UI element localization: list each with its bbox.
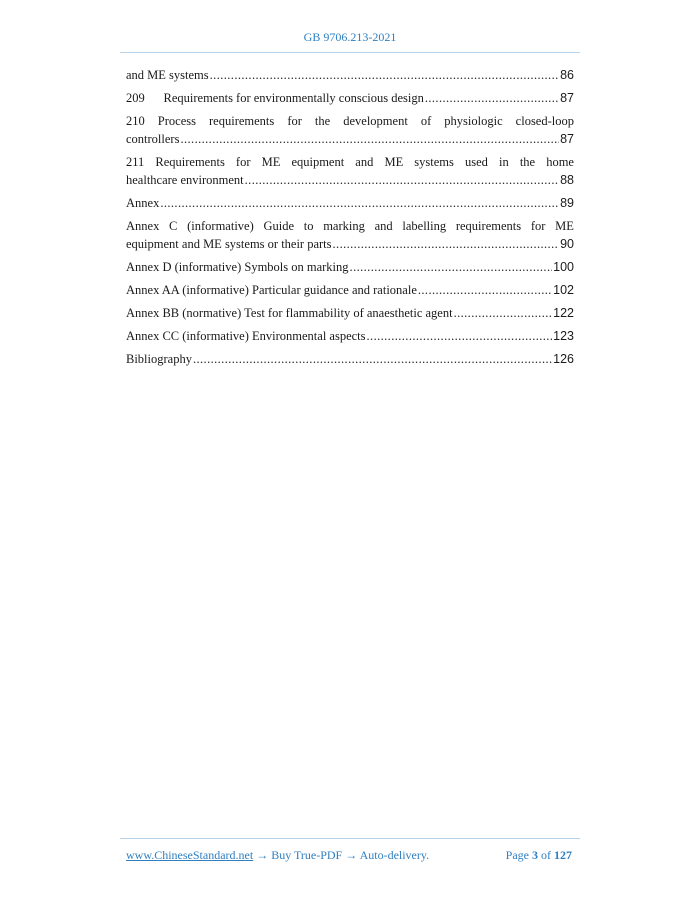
page-prefix: Page [505, 848, 532, 862]
toc-entry-line [126, 66, 574, 84]
table-of-contents [126, 66, 574, 373]
toc-entry[interactable] [126, 350, 574, 368]
toc-entry-word: the [519, 155, 536, 169]
toc-entry-title: Annex [126, 196, 160, 210]
toc-entry-line [126, 304, 574, 322]
toc-entry-title: and ME systems [126, 68, 209, 82]
toc-page-number: 123 [553, 329, 574, 343]
toc-entry-word: Guide [263, 219, 295, 233]
toc-entry-line [126, 327, 574, 345]
toc-entry-word: Process [157, 114, 196, 128]
toc-entry-title: Annex BB (normative) Test for flammability of anaesthetic agent [126, 306, 453, 320]
toc-entry[interactable] [126, 281, 574, 299]
toc-entry-word: for [235, 155, 251, 169]
toc-entry-word: equipment [291, 155, 345, 169]
toc-entry-word: labelling [402, 219, 447, 233]
toc-page-number: 122 [553, 306, 574, 320]
dot-leader [245, 171, 559, 189]
toc-entry[interactable] [126, 217, 574, 253]
header-divider [120, 52, 580, 53]
toc-entry-word: 211 [126, 155, 145, 169]
toc-entry[interactable] [126, 258, 574, 276]
toc-entry-word: used [464, 155, 488, 169]
toc-entry-word: 210 [126, 114, 145, 128]
toc-entry[interactable] [126, 194, 574, 212]
toc-entry[interactable] [126, 153, 574, 189]
toc-entry-word: ME [261, 155, 281, 169]
toc-entry-word: marking [323, 219, 365, 233]
toc-entry-line [126, 258, 574, 276]
toc-entry-word: the [314, 114, 331, 128]
toc-entry-line [126, 235, 574, 253]
dot-leader [180, 130, 559, 148]
dot-leader [454, 304, 553, 322]
toc-entry-wrapped-line [126, 217, 574, 235]
website-link[interactable]: www.ChineseStandard.net [126, 848, 254, 862]
toc-entry-word: for [287, 114, 302, 128]
toc-entry-title: Annex D (informative) Symbols on marking [126, 260, 349, 274]
toc-page-number: 87 [560, 91, 574, 105]
toc-entry-line [126, 350, 574, 368]
toc-page-number: 126 [553, 352, 574, 366]
toc-page-number: 87 [560, 132, 574, 146]
toc-entry-word: closed-loop [515, 114, 574, 128]
dot-leader [333, 235, 560, 253]
toc-entry-word: systems [414, 155, 454, 169]
dot-leader [193, 350, 552, 368]
toc-entry-title: healthcare environment [126, 173, 244, 187]
toc-entry-line [126, 194, 574, 212]
toc-entry[interactable] [126, 89, 574, 107]
toc-page-number: 89 [560, 196, 574, 210]
toc-entry-word: requirements [209, 114, 275, 128]
document-code-header: GB 9706.213-2021 [303, 30, 397, 44]
toc-entry-word: (informative) [187, 219, 254, 233]
footer-promo-text: → Buy True-PDF → Auto-delivery. [253, 848, 430, 862]
toc-entry-word: C [169, 219, 178, 233]
toc-entry-word: to [303, 219, 314, 233]
dot-leader [210, 66, 559, 84]
toc-entry-word: physiologic [444, 114, 503, 128]
toc-page-number: 102 [553, 283, 574, 297]
toc-entry-word: of [420, 114, 432, 128]
toc-page-number: 90 [560, 237, 574, 251]
toc-entry-word: Annex [126, 219, 160, 233]
page-total: 127 [554, 848, 572, 862]
toc-entry-word: ME [384, 155, 404, 169]
page-footer [126, 848, 572, 863]
toc-entry-word: for [530, 219, 546, 233]
footer-divider [120, 838, 580, 839]
toc-entry-word: requirements [455, 219, 522, 233]
toc-entry-title: Bibliography [126, 352, 192, 366]
toc-page-number: 100 [553, 260, 574, 274]
toc-entry-title: 209 Requirements for environmentally conscious design [126, 91, 424, 105]
page-current: 3 [532, 848, 538, 862]
toc-entry-line [126, 89, 574, 107]
toc-entry[interactable] [126, 327, 574, 345]
toc-entry-title: Annex AA (informative) Particular guidance and rationale [126, 283, 417, 297]
toc-entry[interactable] [126, 66, 574, 84]
toc-entry-word: home [546, 155, 574, 169]
dot-leader [350, 258, 553, 276]
page-number [506, 848, 572, 863]
toc-entry-title: equipment and ME systems or their parts [126, 237, 332, 251]
toc-entry-word: development [343, 114, 408, 128]
dot-leader [418, 281, 552, 299]
toc-entry[interactable] [126, 304, 574, 322]
toc-entry-line [126, 130, 574, 148]
toc-entry[interactable] [126, 112, 574, 148]
dot-leader [160, 194, 559, 212]
toc-entry-line [126, 281, 574, 299]
footer-promo [126, 848, 429, 863]
toc-entry-word: and [374, 219, 393, 233]
toc-entry-word: in [499, 155, 509, 169]
toc-entry-title: Annex CC (informative) Environmental aspects [126, 329, 366, 343]
toc-page-number: 88 [560, 173, 574, 187]
toc-entry-word: ME [555, 219, 574, 233]
toc-page-number: 86 [560, 68, 574, 82]
page-of: of [538, 848, 554, 862]
toc-entry-wrapped-line [126, 112, 574, 130]
toc-entry-line [126, 171, 574, 189]
dot-leader [425, 89, 559, 107]
toc-entry-wrapped-line [126, 153, 574, 171]
toc-entry-title: controllers [126, 132, 180, 146]
dot-leader [367, 327, 553, 345]
toc-entry-word: Requirements [155, 155, 225, 169]
toc-entry-word: and [355, 155, 374, 169]
